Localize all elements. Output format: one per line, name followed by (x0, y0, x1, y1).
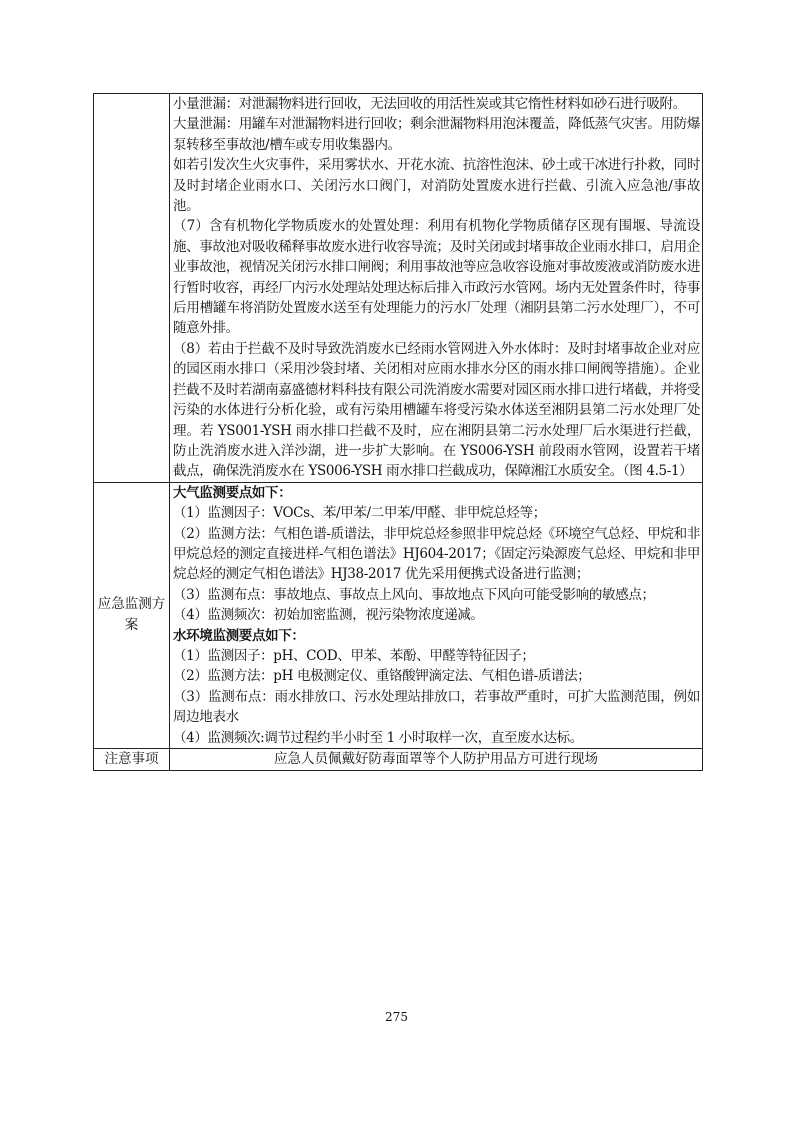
water-monitoring-heading: 水环境监测要点如下： (173, 627, 305, 644)
small-leak-paragraph: 小量泄漏：对泄漏物料进行回收，无法回收的用活性炭或其它惰性材料如砂石进行吸附。 (173, 96, 686, 112)
air-item-1: （1）监测因子：VOCs、苯/甲苯/二甲苯/甲醛、非甲烷总烃等； (173, 505, 546, 522)
table-row-monitoring (94, 482, 703, 748)
notes-text: 应急人员佩戴好防毒面罩等个人防护用品方可进行现场 (170, 749, 703, 771)
air-monitoring-heading: 大气监测要点如下： (173, 484, 292, 501)
water-item-1: （1）监测因子：pH、COD、甲苯、苯酚、甲醛等特征因子； (173, 647, 535, 664)
page-number: 275 (385, 1010, 408, 1024)
item-8-paragraph: （8）若由于拦截不及时导致洗消废水已经雨水管网进入外水体时：及时封堵事故企业对应的园区雨水排口（采用沙袋封堵、关闭相对应雨水排水分区的雨水排口闸阀等措施）。企业拦截不及时若湖南嘉盛德材料科技有限公司洗消废水需要对园区雨水排口进行堵截，并将受污染的水体进行分析化验，或有污染用槽罐车将受污染水体送至湘阴县第二污水处理厂处理。若 YS001-YSH 雨水排口拦截不及时，应在湘阴县第二污水处理厂后水渠进行拦截，防止洗消废水进入洋沙湖，进一步扩大影响。在 YS006-YSH 前段雨水管网，设置若干堵截点，确保洗消废水在 YS006-YSH 雨水排口拦截成功，保障湘江水质安全。（图 4.5-1） (173, 340, 700, 480)
disposal-content-cell (170, 94, 703, 483)
monitoring-label: 应急监测方案 (94, 482, 170, 748)
table-row-notes (94, 749, 703, 771)
empty-label-cell (94, 94, 170, 483)
notes-label: 注意事项 (94, 749, 170, 771)
procedure-table (93, 93, 703, 771)
item-7-paragraph: （7）含有机物化学物质废水的处置处理：利用有机物化学物质储存区现有围堰、导流设施、事故池对吸收稀释事故废水进行收容导流；及时关闭或封堵事故企业雨水排口，启用企业事故池，视情况关闭污水排口闸阀；利用事故池等应急收容设施对事故废液或消防废水进行暂时收容，再经厂内污水处理站处理达标后排入市政污水管网。场内无处置条件时，待事后用槽罐车将消防处置废水送至有处理能力的污水厂处理（湘阴县第二污水处理厂），不可随意外排。 (173, 218, 700, 337)
water-item-4: （4）监测频次:调节过程约半小时至 1 小时取样一次，直至废水达标。 (173, 729, 583, 746)
water-item-3: （3）监测布点：雨水排放口、污水处理站排放口，若事故严重时，可扩大监测范围，例如周边地表水 (173, 688, 700, 726)
air-item-2: （2）监测方法：气相色谱-质谱法，非甲烷总烃参照非甲烷总烃《环境空气总烃、甲烷和非甲烷总烃的测定直接进样-气相色谱法》HJ604-2017；《固定污染源废气总烃、甲烷和非甲烷总烃的测定气相色谱法》HJ38-2017 优先采用便携式设备进行监测； (173, 525, 700, 583)
air-item-4: （4）监测频次：初始加密监测，视污染物浓度递减。 (173, 607, 484, 624)
large-leak-paragraph: 大量泄漏：用罐车对泄漏物料进行回收；剩余泄漏物料用泡沫覆盖，降低蒸气灾害。用防爆泵转移至事故池/槽车或专用收集器内。 (173, 116, 700, 153)
water-item-2: （2）监测方法：pH 电极测定仪、重铬酸钾滴定法、气相色谱-质谱法； (173, 668, 591, 685)
monitoring-content-cell (170, 482, 703, 748)
fire-paragraph: 如若引发次生火灾事件，采用雾状水、开花水流、抗溶性泡沫、砂土或干冰进行扑救，同时及时封堵企业雨水口、关闭污水口阀门，对消防处置废水进行拦截、引流入应急池/事故池。 (173, 157, 700, 215)
air-item-3: （3）监测布点：事故地点、事故点上风向、事故地点下风向可能受影响的敏感点； (173, 586, 655, 603)
table-row-disposal (94, 94, 703, 483)
